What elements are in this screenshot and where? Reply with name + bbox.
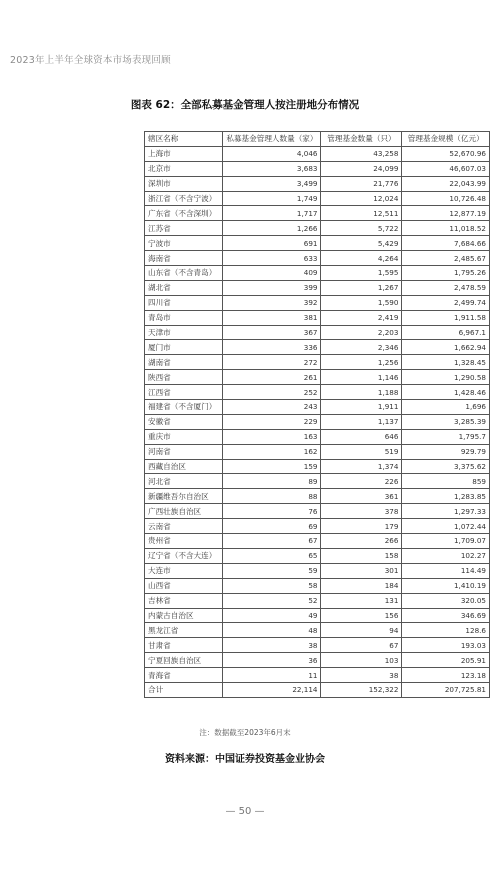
table-row xyxy=(145,325,490,340)
fund-scale-cell: 128.6 xyxy=(402,623,490,638)
fund-count-cell: 226 xyxy=(321,474,402,489)
fund-count-cell: 103 xyxy=(321,653,402,668)
region-cell: 甘肃省 xyxy=(145,638,223,653)
table-row xyxy=(145,355,490,370)
table-row xyxy=(145,340,490,355)
fund-scale-cell: 1,709.07 xyxy=(402,534,490,549)
figure-title: 图表 62：全部私募基金管理人按注册地分布情况 xyxy=(130,99,360,111)
fund-scale-cell: 1,410.19 xyxy=(402,578,490,593)
fund-count-cell: 38 xyxy=(321,668,402,683)
fund-scale-cell: 2,485.67 xyxy=(402,251,490,266)
fund-scale-cell: 10,726.48 xyxy=(402,191,490,206)
fund-count-cell: 1,137 xyxy=(321,414,402,429)
fund-count-cell: 1,256 xyxy=(321,355,402,370)
region-cell: 天津市 xyxy=(145,325,223,340)
fund-count-cell: 12,511 xyxy=(321,206,402,221)
table-row xyxy=(145,444,490,459)
fund-scale-cell: 3,375.62 xyxy=(402,459,490,474)
fund-scale-cell: 346.69 xyxy=(402,608,490,623)
table-row xyxy=(145,385,490,400)
table-row xyxy=(145,459,490,474)
table-row xyxy=(145,578,490,593)
fund-scale-cell: 1,328.45 xyxy=(402,355,490,370)
table-row xyxy=(145,682,490,697)
column-header-region: 辖区名称 xyxy=(145,132,223,147)
region-cell: 浙江省（不含宁波） xyxy=(145,191,223,206)
manager-count-cell: 252 xyxy=(223,385,321,400)
fund-scale-cell: 11,018.52 xyxy=(402,221,490,236)
fund-scale-cell: 1,696 xyxy=(402,400,490,415)
fund-count-cell: 5,429 xyxy=(321,236,402,251)
fund-scale-cell: 102.27 xyxy=(402,548,490,563)
table-row xyxy=(145,191,490,206)
fund-count-cell: 152,322 xyxy=(321,682,402,697)
manager-count-cell: 22,114 xyxy=(223,682,321,697)
fund-count-cell: 179 xyxy=(321,519,402,534)
region-cell: 北京市 xyxy=(145,161,223,176)
fund-scale-cell: 1,072.44 xyxy=(402,519,490,534)
data-source: 资料来源：中国证券投资基金业协会 xyxy=(165,754,325,765)
fund-count-cell: 361 xyxy=(321,489,402,504)
manager-count-cell: 11 xyxy=(223,668,321,683)
table-row xyxy=(145,489,490,504)
fund-count-cell: 94 xyxy=(321,623,402,638)
fund-scale-cell: 320.05 xyxy=(402,593,490,608)
manager-count-cell: 48 xyxy=(223,623,321,638)
manager-count-cell: 336 xyxy=(223,340,321,355)
fund-count-cell: 301 xyxy=(321,563,402,578)
table-row xyxy=(145,295,490,310)
manager-count-cell: 392 xyxy=(223,295,321,310)
table-row xyxy=(145,534,490,549)
fund-count-cell: 1,911 xyxy=(321,400,402,415)
table-row xyxy=(145,176,490,191)
table-header-row xyxy=(145,132,490,147)
manager-count-cell: 58 xyxy=(223,578,321,593)
fund-scale-cell: 22,043.99 xyxy=(402,176,490,191)
table-row xyxy=(145,280,490,295)
table-row xyxy=(145,221,490,236)
fund-scale-cell: 123.18 xyxy=(402,668,490,683)
fund-count-cell: 519 xyxy=(321,444,402,459)
fund-count-cell: 2,419 xyxy=(321,310,402,325)
fund-scale-cell: 2,478.59 xyxy=(402,280,490,295)
table-row xyxy=(145,623,490,638)
manager-count-cell: 52 xyxy=(223,593,321,608)
region-cell: 江西省 xyxy=(145,385,223,400)
region-cell: 厦门市 xyxy=(145,340,223,355)
manager-count-cell: 163 xyxy=(223,429,321,444)
manager-count-cell: 1,717 xyxy=(223,206,321,221)
fund-count-cell: 5,722 xyxy=(321,221,402,236)
fund-scale-cell: 1,283.85 xyxy=(402,489,490,504)
fund-scale-cell: 7,684.66 xyxy=(402,236,490,251)
table-row xyxy=(145,653,490,668)
region-cell: 合计 xyxy=(145,682,223,697)
manager-count-cell: 1,266 xyxy=(223,221,321,236)
region-cell: 云南省 xyxy=(145,519,223,534)
manager-count-cell: 3,683 xyxy=(223,161,321,176)
table-row xyxy=(145,563,490,578)
table-row xyxy=(145,400,490,415)
region-cell: 内蒙古自治区 xyxy=(145,608,223,623)
fund-count-cell: 378 xyxy=(321,504,402,519)
table-row xyxy=(145,504,490,519)
fund-count-cell: 156 xyxy=(321,608,402,623)
manager-count-cell: 272 xyxy=(223,355,321,370)
region-cell: 宁波市 xyxy=(145,236,223,251)
table-row xyxy=(145,370,490,385)
region-cell: 广西壮族自治区 xyxy=(145,504,223,519)
table-row xyxy=(145,161,490,176)
fund-count-cell: 1,146 xyxy=(321,370,402,385)
table-row xyxy=(145,266,490,281)
manager-count-cell: 59 xyxy=(223,563,321,578)
fund-scale-cell: 12,877.19 xyxy=(402,206,490,221)
fund-count-cell: 4,264 xyxy=(321,251,402,266)
page-number: — 50 — xyxy=(225,806,265,817)
region-cell: 西藏自治区 xyxy=(145,459,223,474)
manager-count-cell: 65 xyxy=(223,548,321,563)
region-cell: 广东省（不含深圳） xyxy=(145,206,223,221)
fund-count-cell: 43,258 xyxy=(321,146,402,161)
fund-count-cell: 266 xyxy=(321,534,402,549)
manager-count-cell: 36 xyxy=(223,653,321,668)
running-header: 2023年上半年全球资本市场表现回顾 xyxy=(10,55,171,66)
fund-count-cell: 1,374 xyxy=(321,459,402,474)
table-row xyxy=(145,638,490,653)
table-row xyxy=(145,608,490,623)
fund-scale-cell: 1,662.94 xyxy=(402,340,490,355)
region-cell: 辽宁省（不含大连） xyxy=(145,548,223,563)
table-body xyxy=(145,146,490,697)
manager-count-cell: 88 xyxy=(223,489,321,504)
region-cell: 陕西省 xyxy=(145,370,223,385)
manager-count-cell: 409 xyxy=(223,266,321,281)
fund-scale-cell: 929.79 xyxy=(402,444,490,459)
fund-scale-cell: 859 xyxy=(402,474,490,489)
manager-count-cell: 229 xyxy=(223,414,321,429)
region-cell: 宁夏回族自治区 xyxy=(145,653,223,668)
region-cell: 上海市 xyxy=(145,146,223,161)
table-row xyxy=(145,206,490,221)
table-row xyxy=(145,519,490,534)
fund-count-cell: 1,188 xyxy=(321,385,402,400)
table-row xyxy=(145,474,490,489)
manager-count-cell: 162 xyxy=(223,444,321,459)
manager-count-cell: 67 xyxy=(223,534,321,549)
fund-scale-cell: 1,795.26 xyxy=(402,266,490,281)
manager-count-cell: 69 xyxy=(223,519,321,534)
fund-scale-cell: 207,725.81 xyxy=(402,682,490,697)
column-header-fund-scale: 管理基金规模（亿元） xyxy=(402,132,490,147)
manager-count-cell: 633 xyxy=(223,251,321,266)
manager-count-cell: 1,749 xyxy=(223,191,321,206)
fund-count-cell: 21,776 xyxy=(321,176,402,191)
region-cell: 河北省 xyxy=(145,474,223,489)
manager-count-cell: 38 xyxy=(223,638,321,653)
table-row xyxy=(145,548,490,563)
fund-count-cell: 24,099 xyxy=(321,161,402,176)
fund-count-cell: 12,024 xyxy=(321,191,402,206)
table-row xyxy=(145,668,490,683)
manager-count-cell: 159 xyxy=(223,459,321,474)
manager-count-cell: 4,046 xyxy=(223,146,321,161)
region-cell: 重庆市 xyxy=(145,429,223,444)
manager-count-cell: 76 xyxy=(223,504,321,519)
fund-scale-cell: 1,297.33 xyxy=(402,504,490,519)
fund-count-cell: 158 xyxy=(321,548,402,563)
table-row xyxy=(145,593,490,608)
fund-scale-cell: 46,607.03 xyxy=(402,161,490,176)
region-cell: 河南省 xyxy=(145,444,223,459)
fund-scale-cell: 193.03 xyxy=(402,638,490,653)
fund-scale-cell: 1,795.7 xyxy=(402,429,490,444)
fund-count-cell: 131 xyxy=(321,593,402,608)
manager-count-cell: 89 xyxy=(223,474,321,489)
fund-scale-cell: 1,428.46 xyxy=(402,385,490,400)
table-row xyxy=(145,236,490,251)
manager-count-cell: 367 xyxy=(223,325,321,340)
manager-count-cell: 243 xyxy=(223,400,321,415)
manager-count-cell: 261 xyxy=(223,370,321,385)
region-cell: 山西省 xyxy=(145,578,223,593)
region-cell: 黑龙江省 xyxy=(145,623,223,638)
region-cell: 青岛市 xyxy=(145,310,223,325)
region-cell: 新疆维吾尔自治区 xyxy=(145,489,223,504)
data-note: 注：数据截至2023年6月末 xyxy=(199,728,291,737)
fund-count-cell: 184 xyxy=(321,578,402,593)
fund-scale-cell: 6,967.1 xyxy=(402,325,490,340)
fund-count-cell: 2,203 xyxy=(321,325,402,340)
fund-scale-cell: 114.49 xyxy=(402,563,490,578)
fund-count-cell: 67 xyxy=(321,638,402,653)
column-header-fund-count: 管理基金数量（只） xyxy=(321,132,402,147)
fund-scale-cell: 2,499.74 xyxy=(402,295,490,310)
table-row xyxy=(145,414,490,429)
fund-scale-cell: 1,290.58 xyxy=(402,370,490,385)
fund-count-cell: 646 xyxy=(321,429,402,444)
region-cell: 江苏省 xyxy=(145,221,223,236)
column-header-manager-count: 私募基金管理人数量（家） xyxy=(223,132,321,147)
region-cell: 山东省（不含青岛） xyxy=(145,266,223,281)
fund-count-cell: 1,595 xyxy=(321,266,402,281)
manager-count-cell: 3,499 xyxy=(223,176,321,191)
region-cell: 四川省 xyxy=(145,295,223,310)
region-cell: 湖南省 xyxy=(145,355,223,370)
manager-count-cell: 49 xyxy=(223,608,321,623)
manager-count-cell: 399 xyxy=(223,280,321,295)
region-cell: 深圳市 xyxy=(145,176,223,191)
table-row xyxy=(145,146,490,161)
fund-scale-cell: 205.91 xyxy=(402,653,490,668)
region-cell: 安徽省 xyxy=(145,414,223,429)
fund-count-cell: 1,267 xyxy=(321,280,402,295)
region-cell: 大连市 xyxy=(145,563,223,578)
manager-count-cell: 691 xyxy=(223,236,321,251)
table-row xyxy=(145,310,490,325)
region-cell: 福建省（不含厦门） xyxy=(145,400,223,415)
manager-count-cell: 381 xyxy=(223,310,321,325)
region-cell: 海南省 xyxy=(145,251,223,266)
region-cell: 青海省 xyxy=(145,668,223,683)
region-cell: 吉林省 xyxy=(145,593,223,608)
table-row xyxy=(145,251,490,266)
fund-scale-cell: 52,670.96 xyxy=(402,146,490,161)
table-row xyxy=(145,429,490,444)
fund-scale-cell: 3,285.39 xyxy=(402,414,490,429)
fund-scale-cell: 1,911.58 xyxy=(402,310,490,325)
fund-count-cell: 2,346 xyxy=(321,340,402,355)
region-cell: 贵州省 xyxy=(145,534,223,549)
fund-count-cell: 1,590 xyxy=(321,295,402,310)
registration-distribution-table xyxy=(144,131,490,698)
region-cell: 湖北省 xyxy=(145,280,223,295)
